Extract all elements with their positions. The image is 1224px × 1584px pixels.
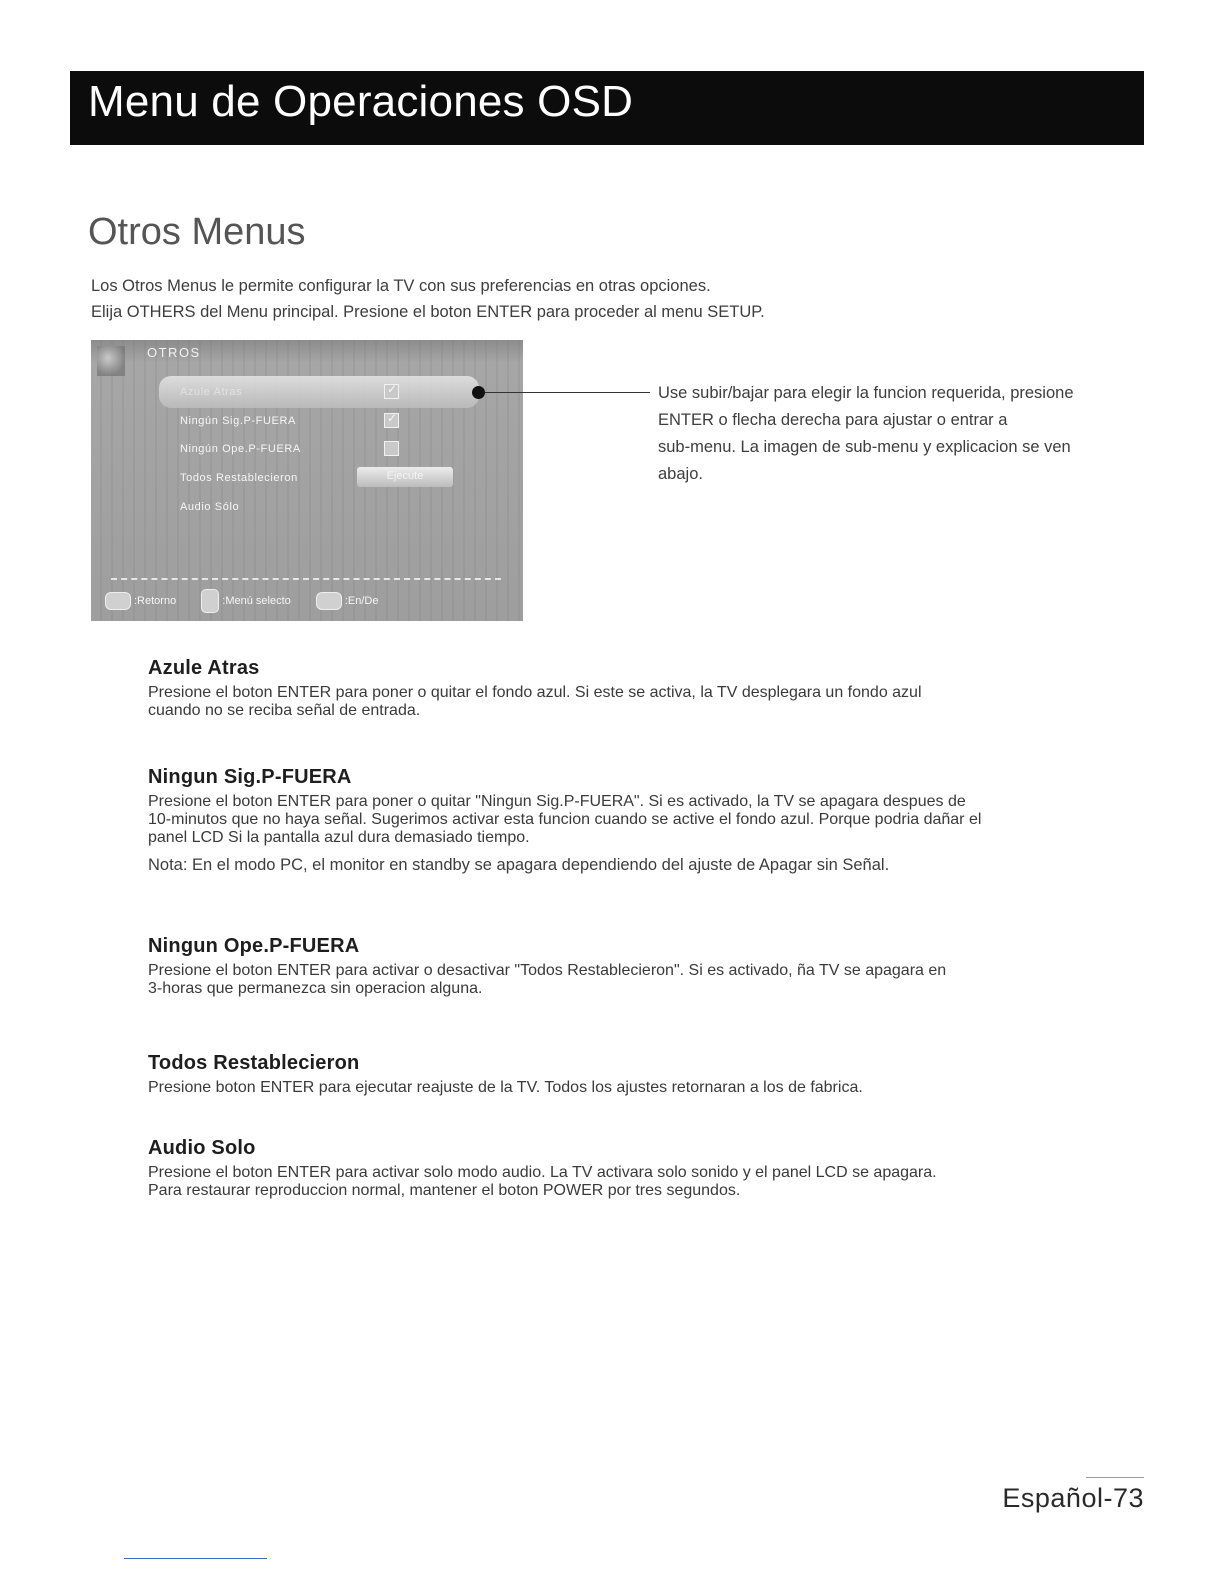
osd-return-label: :Retorno <box>134 594 177 607</box>
body-line: Presione el boton ENTER para poner o quitar el fondo azul. Si este se activa, la TV desplegara un fondo azul <box>148 684 922 701</box>
osd-menu-title: OTROS <box>147 345 201 360</box>
footer-rule <box>1086 1477 1144 1478</box>
osd-screenshot <box>91 340 523 621</box>
body-line: Para restaurar reproduccion normal, mantener el boton POWER por tres segundos. <box>148 1182 741 1199</box>
callout-line-text: abajo. <box>658 465 703 483</box>
osd-toggle-label: :En/De <box>344 594 379 607</box>
callout-line-text: Use subir/bajar para elegir la funcion requerida, presione <box>658 384 1074 402</box>
osd-select-label: :Menú selecto <box>222 594 291 607</box>
callout-dot <box>472 386 485 399</box>
body-line: cuando no se reciba señal de entrada. <box>148 702 421 719</box>
body-line: Presione el boton ENTER para activar o desactivar "Todos Restablecieron". Si es activado, ña TV se apagara en <box>148 962 947 979</box>
body-line: 10-minutos que no haya señal. Sugerimos activar esta funcion cuando se active el fondo azul. Porque podria dañar el <box>148 811 982 828</box>
intro-line: Elija OTHERS del Menu principal. Presione el boton ENTER para proceder al menu SETUP. <box>91 303 765 321</box>
section-title: Otros Menus <box>88 211 306 253</box>
item-heading: Ningun Sig.P-FUERA <box>148 766 352 788</box>
callout-line <box>478 392 650 393</box>
section-audio-solo <box>148 1137 1148 1200</box>
item-heading: Audio Solo <box>148 1137 256 1159</box>
intro-line: Los Otros Menus le permite configurar la TV con sus preferencias en otras opciones. <box>91 277 711 295</box>
body-line: panel LCD Si la pantalla azul dura demasiado tiempo. <box>148 829 530 846</box>
item-heading: Azule Atras <box>148 657 260 679</box>
osd-footer <box>105 589 378 609</box>
item-heading: Todos Restablecieron <box>148 1052 360 1074</box>
section-azule-atras <box>148 657 1148 720</box>
callout-line-text: ENTER o flecha derecha para ajustar o entrar a <box>658 411 1008 429</box>
osd-item-ningun-ope: Ningún Ope.P-FUERA <box>180 443 301 455</box>
enter-key-icon <box>316 592 342 610</box>
body-line: Presione boton ENTER para ejecutar reajuste de la TV. Todos los ajustes retornaran a los de fabrica. <box>148 1079 863 1096</box>
osd-checkbox-icon: ✓ <box>384 384 399 399</box>
header-banner <box>70 71 1144 145</box>
item-note: Nota: En el modo PC, el monitor en standby se apagara dependiendo del ajuste de Apagar sin Señal. <box>148 856 890 874</box>
osd-checkbox-icon <box>384 441 399 456</box>
bottom-link-rule <box>124 1558 267 1559</box>
section-todos-restablecieron <box>148 1052 1148 1097</box>
osd-divider <box>111 578 501 580</box>
up-down-key-icon <box>201 589 219 613</box>
menu-key-icon <box>105 592 131 610</box>
section-ningun-ope <box>148 935 1148 998</box>
osd-execute-button <box>357 467 453 487</box>
osd-checkbox-icon: ✓ <box>384 413 399 428</box>
body-line: Presione el boton ENTER para activar solo modo audio. La TV activara solo sonido y el panel LCD se apagara. <box>148 1164 937 1181</box>
page-number: Español-73 <box>1002 1483 1144 1513</box>
osd-execute-label: Ejecute <box>386 470 424 482</box>
osd-item-ningun-sig: Ningún Sig.P-FUERA <box>180 415 296 427</box>
item-heading: Ningun Ope.P-FUERA <box>148 935 360 957</box>
section-ningun-sig <box>148 766 1148 879</box>
body-line: Presione el boton ENTER para poner o quitar "Ningun Sig.P-FUERA". Si es activado, la TV se apagara despues de <box>148 793 966 810</box>
intro-text <box>91 273 765 325</box>
callout-text <box>658 380 1138 488</box>
osd-logo-icon <box>97 346 125 376</box>
osd-item-todos-restablecieron: Todos Restablecieron <box>180 472 298 484</box>
osd-item-azule-atras: Azule Atras <box>180 386 243 398</box>
body-line: 3-horas que permanezca sin operacion alguna. <box>148 980 483 997</box>
page-title: Menu de Operaciones OSD <box>88 77 634 126</box>
callout-line-text: sub-menu. La imagen de sub-menu y explicacion se ven <box>658 438 1071 456</box>
osd-item-audio-solo: Audio Sólo <box>180 501 240 513</box>
